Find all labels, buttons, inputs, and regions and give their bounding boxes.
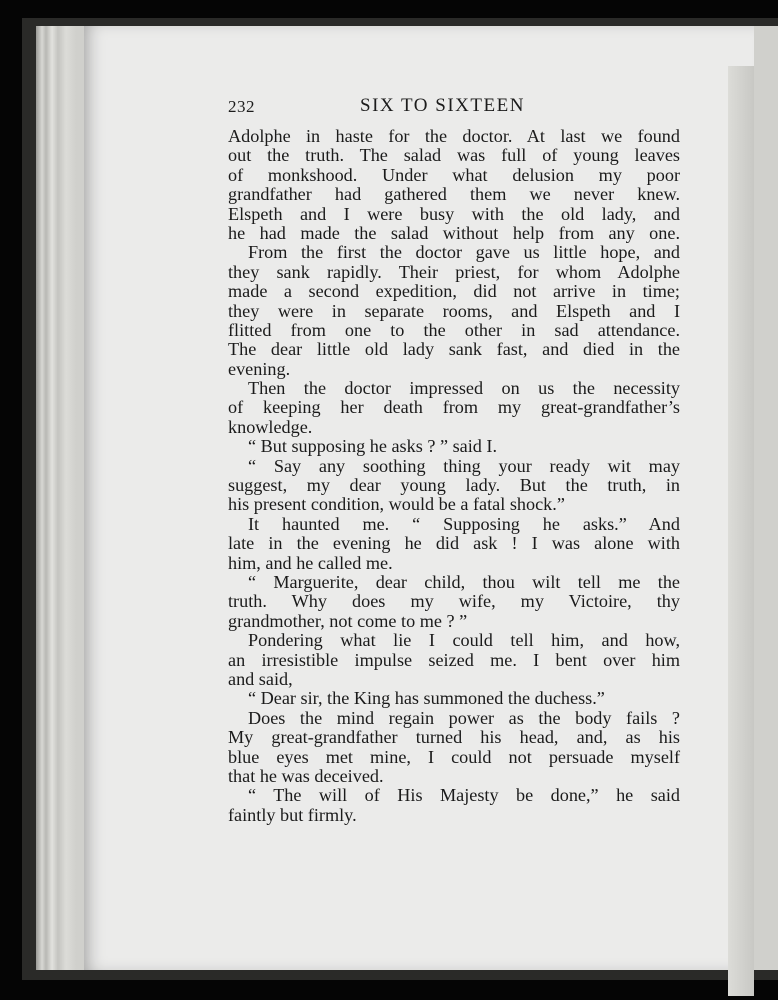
text-line: and said, [228, 668, 293, 689]
text-line: they sank rapidly. Their priest, for whom Adolphe [228, 261, 680, 282]
text-line: “ But supposing he asks ? ” said I. [248, 436, 498, 457]
page-number: 232 [228, 97, 255, 116]
text-line: Adolphe in haste for the doctor. At last we found [228, 126, 680, 146]
text-line: they were in separate rooms, and Elspeth and I [228, 300, 680, 321]
text-line: flitted from one to the other in sad attendance. [228, 319, 680, 340]
text-line: made a second expedition, did not arrive in time; [228, 281, 680, 302]
text-line: evening. [228, 358, 291, 379]
text-line: grandfather had gathered them we never knew. [228, 184, 680, 205]
running-head [228, 95, 680, 121]
text-line: Then the doctor impressed on us the necessity [248, 378, 680, 399]
text-line: late in the evening he did ask ! I was alone with [228, 533, 680, 554]
text-line: grandmother, not come to me ? ” [228, 610, 468, 631]
text-line: The dear little old lady sank fast, and died in the [228, 339, 680, 360]
text-line: truth. Why does my wife, my Victoire, thy [228, 591, 680, 612]
facing-page-edge [728, 66, 754, 996]
text-line: My great-grandfather turned his head, and, as his [228, 727, 680, 748]
text-line: Does the mind regain power as the body fails ? [248, 707, 680, 728]
text-line: “ The will of His Majesty be done,” he said [248, 785, 680, 806]
text-line: Elspeth and I were busy with the old lady, and [228, 203, 680, 224]
text-line: blue eyes met mine, I could not persuade myself [228, 746, 680, 767]
text-line: knowledge. [228, 416, 313, 437]
text-line: “ Say any soothing thing your ready wit may [248, 455, 680, 476]
body-text [228, 127, 680, 825]
text-line: out the truth. The salad was full of young leaves [228, 145, 680, 166]
text-line: he had made the salad without help from any one. [228, 222, 680, 243]
running-title: SIX TO SIXTEEN [360, 95, 525, 116]
text-line: of keeping her death from my great-grandfather’s [228, 397, 680, 418]
text-line: an irresistible impulse seized me. I bent over him [228, 649, 680, 670]
text-line: “ Dear sir, the King has summoned the duchess.” [248, 688, 605, 709]
text-line: his present condition, would be a fatal shock.” [228, 494, 565, 515]
text-line: of monkshood. Under what delusion my poor [228, 164, 680, 185]
text-line: suggest, my dear young lady. But the truth, in [228, 475, 680, 496]
text-line: faintly but firmly. [228, 804, 357, 825]
text-line: Pondering what lie I could tell him, and how, [248, 630, 680, 651]
text-line: that he was deceived. [228, 765, 384, 786]
text-line: From the first the doctor gave us little hope, and [248, 242, 680, 263]
text-line: It haunted me. “ Supposing he asks.” And [248, 513, 680, 534]
text-line: him, and he called me. [228, 552, 393, 573]
text-line: “ Marguerite, dear child, thou wilt tell me the [248, 571, 680, 592]
